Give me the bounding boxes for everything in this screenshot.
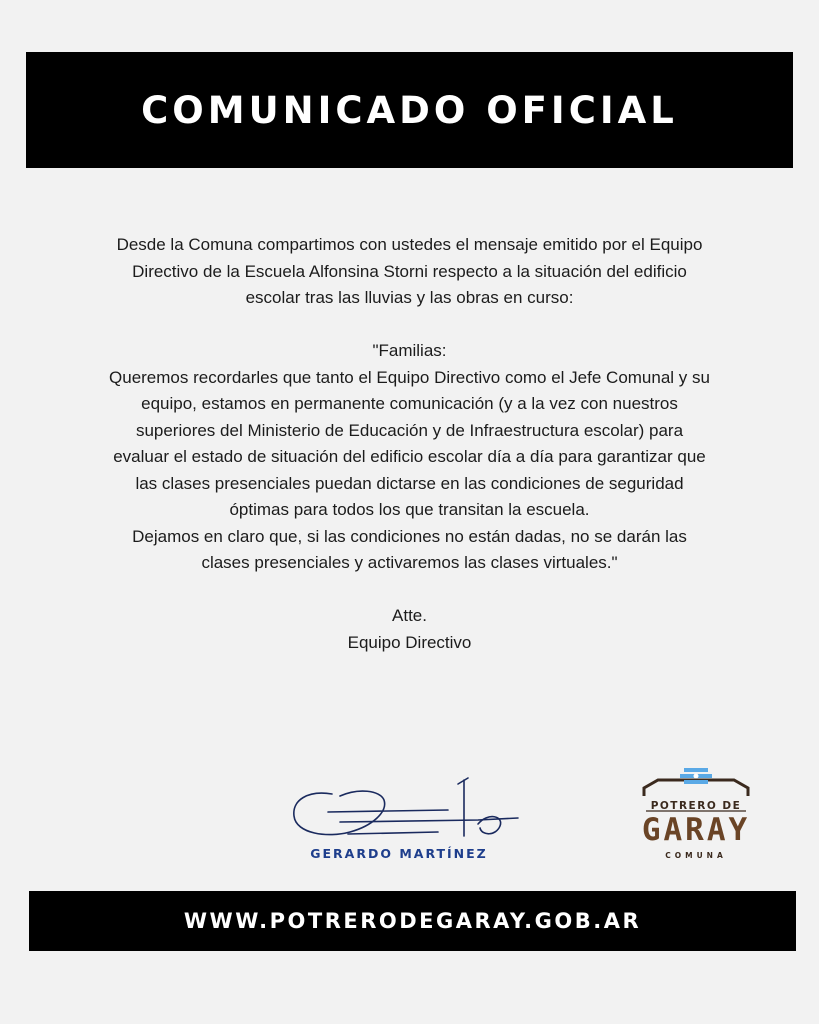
signature-block — [288, 776, 524, 868]
message-line: las clases presenciales puedan dictarse en las condiciones de seguridad — [135, 473, 684, 493]
message-line: óptimas para todos los que transitan la escuela. — [229, 500, 590, 519]
closing-greeting: Atte. — [392, 606, 427, 625]
page-title: COMUNICADO OFICIAL — [141, 88, 678, 132]
closing-signer: Equipo Directivo — [347, 632, 472, 652]
website-url: WWW.POTRERODEGARAY.GOB.AR — [183, 909, 642, 933]
communique-body — [40, 232, 779, 656]
logo-line-main: GARAY — [641, 812, 751, 848]
intro-line: Directivo de la Escuela Alfonsina Storni respecto a la situación del edificio — [132, 261, 687, 281]
intro-line: escolar tras las lluvias y las obras en curso: — [245, 288, 574, 307]
logo-line-bottom: COMUNA — [665, 851, 727, 860]
message-line: Queremos recordarles que tanto el Equipo Directivo como el Jefe Comunal y su — [109, 367, 710, 387]
footer-banner — [29, 891, 796, 951]
message-line: superiores del Ministerio de Educación y de Infraestructura escolar) para — [135, 420, 684, 440]
message-line: "Familias: — [372, 341, 447, 360]
logo-line-top: POTRERO DE — [650, 800, 742, 812]
message-line: evaluar el estado de situación del edificio escolar día a día para garantizar que — [113, 447, 706, 466]
header-banner — [26, 52, 793, 168]
intro-line: Desde la Comuna compartimos con ustedes el mensaje emitido por el Equipo — [116, 235, 703, 254]
message-line: Dejamos en claro que, si las condiciones no están dadas, no se darán las — [132, 526, 687, 546]
potrero-de-garay-logo — [636, 764, 756, 874]
signature-name: GERARDO MARTÍNEZ — [310, 846, 488, 861]
message-line: equipo, estamos en permanente comunicación (y a la vez con nuestros — [141, 394, 678, 413]
message-line: clases presenciales y activaremos las clases virtuales." — [201, 553, 618, 572]
handwritten-signature-icon — [288, 776, 524, 848]
